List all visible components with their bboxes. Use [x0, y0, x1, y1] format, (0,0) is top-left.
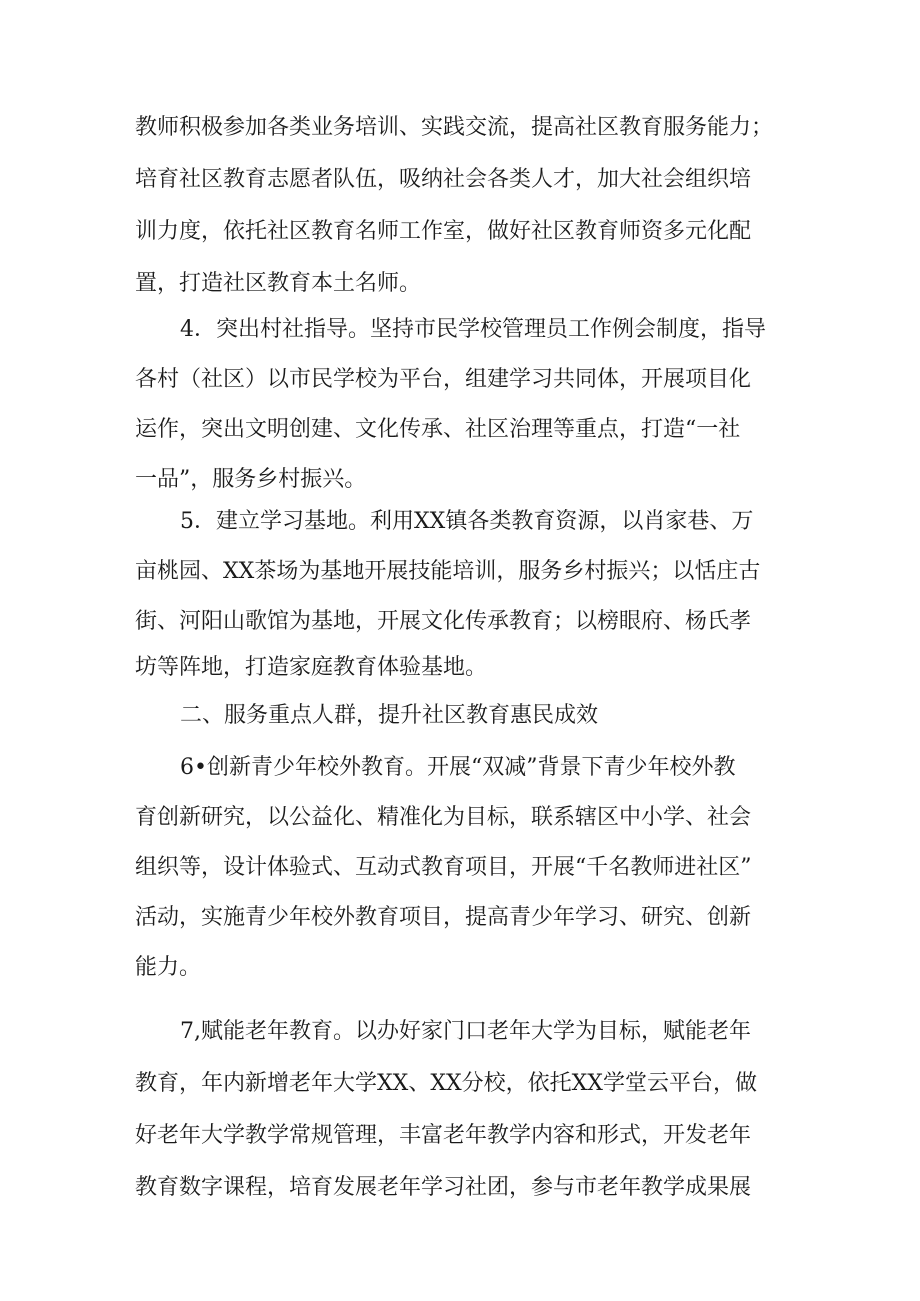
- paragraph-line: 能力。: [135, 955, 202, 980]
- paragraph-line: 街、河阳山歌馆为基地，开展文化传承教育；以榜眼府、杨氏孝: [135, 609, 752, 634]
- paragraph-line: 培育社区教育志愿者队伍，吸纳社会各类人才，加大社会组织培: [135, 167, 752, 192]
- paragraph-line: 置，打造社区教育本土名师。: [135, 271, 422, 296]
- paragraph-line: 组织等，设计体验式、互动式教育项目，开展“千名教师进社区”: [135, 855, 752, 880]
- paragraph-line: 育创新研究，以公益化、精准化为目标，联系辖区中小学、社会: [135, 805, 752, 830]
- section-heading: 二、服务重点人群，提升社区教育惠民成效: [180, 703, 599, 728]
- paragraph-line: 一品”，服务乡村振兴。: [135, 467, 367, 492]
- paragraph-line: 教师积极参加各类业务培训、实践交流，提高社区教育服务能力；: [135, 115, 774, 140]
- paragraph-line: 活动，实施青少年校外教育项目，提高青少年学习、研究、创新: [135, 905, 752, 930]
- paragraph-line: 7,赋能老年教育。以办好家门口老年大学为目标，赋能老年: [180, 1019, 751, 1044]
- paragraph-line: 教育数字课程，培育发展老年学习社团，参与市老年教学成果展: [135, 1175, 752, 1200]
- paragraph-line: 坊等阵地，打造家庭教育体验基地。: [135, 655, 488, 680]
- paragraph-line: 训力度，依托社区教育名师工作室，做好社区教育师资多元化配: [135, 219, 752, 244]
- paragraph-line: 运作，突出文明创建、文化传承、社区治理等重点，打造“一社: [135, 417, 741, 442]
- paragraph-line: 5．建立学习基地。利用XX镇各类教育资源，以肖家巷、万: [180, 509, 754, 534]
- paragraph-line: 亩桃园、XX茶场为基地开展技能培训，服务乡村振兴；以恬庄古: [135, 559, 761, 584]
- paragraph-line: 各村（社区）以市民学校为平台，组建学习共同体，开展项目化: [135, 367, 752, 392]
- paragraph-line: 好老年大学教学常规管理，丰富老年教学内容和形式，开发老年: [135, 1123, 752, 1148]
- paragraph-line: 教育，年内新增老年大学XX、XX分校，依托XX学堂云平台，做: [135, 1071, 757, 1096]
- paragraph-line: 4．突出村社指导。坚持市民学校管理员工作例会制度，指导: [180, 317, 766, 342]
- paragraph-line: 6•创新青少年校外教育。开展“双减”背景下青少年校外教: [180, 755, 736, 780]
